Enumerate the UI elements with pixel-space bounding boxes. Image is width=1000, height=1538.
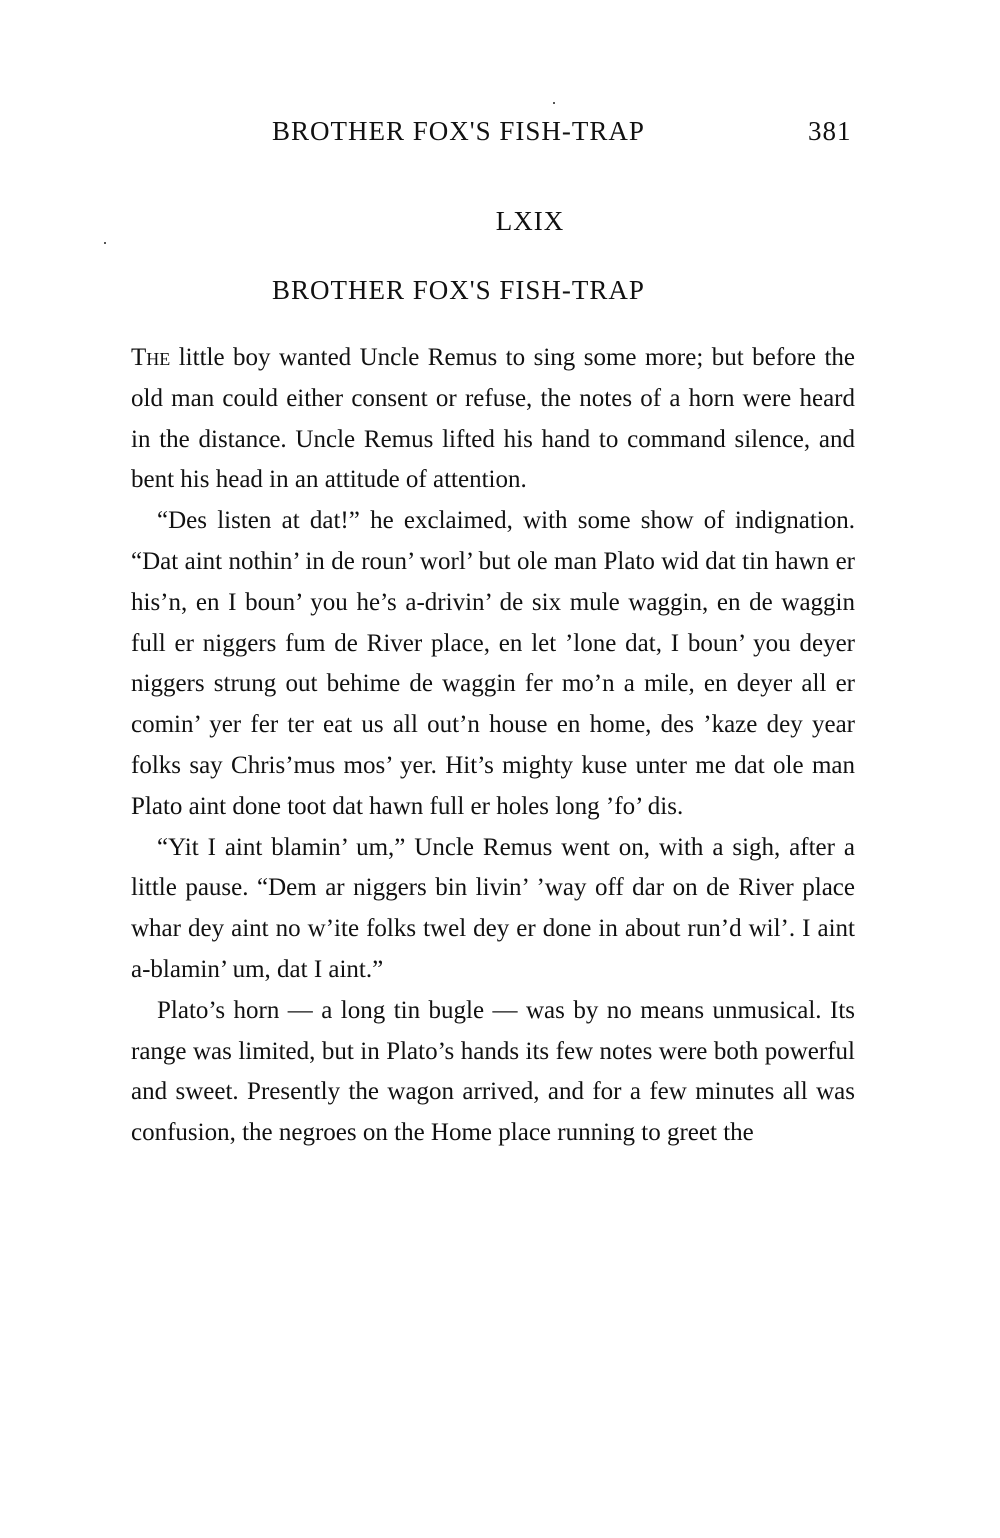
paragraph-lead-word: The [131,344,171,371]
chapter-number [0,206,1000,237]
paragraph: “Des listen at dat!” he exclaimed, with some show of indignation. “Dat aint nothin’ in de roun’ worl’ but ole man Plato wid dat tin hawn er his’n, en I boun’ you he’s a-drivin’ de six mule waggin, en de waggin full er niggers fum de River place, en let ’lone dat, I boun’ you deyer niggers strung out behime de waggin fer mo’n a mile, en deyer all er comin’ yer fer ter eat us all out’n house en home, des ’kaze dey year folks say Chris’mus mos’ yer. Hit’s mighty kuse unter me dat ole man Plato aint done toot dat hawn full er holes long ’fo’ dis. [131,507,855,820]
running-title: BROTHER FOX'S FISH-TRAP [272,116,645,146]
speck-mark [553,102,555,104]
paragraph: “Yit I aint blamin’ um,” Uncle Remus went on, with a sigh, after a little pause. “Dem ar niggers bin livin’ ’way off dar on de River place whar dey aint no w’ite folks twel dey er done in about run’d wil’. I aint a-blamin’ um, dat I aint.” [131,833,855,983]
page-number: 381 [808,116,852,146]
paragraph-text: little boy wanted Uncle Remus to sing some more; but before the old man could either consent or refuse, the notes of a horn were heard in the distance. Uncle Remus lifted his hand to command silence, and bent his head in an attitude of attention. [131,344,855,494]
paragraph: Plato’s horn — a long tin bugle — was by no means unmusical. Its range was limited, but in Plato’s hands its few notes were both powerful and sweet. Presently the wagon arrived, and for a few minutes all was confusion, the negroes on the Home place running to greet the [131,996,855,1147]
speck-mark [104,242,106,244]
paragraph [131,338,855,501]
chapter-title: BROTHER FOX'S FISH-TRAP [272,275,645,305]
running-head [0,116,1000,156]
chapter-body [131,338,855,1154]
chapter-number-text: LXIX [495,206,565,236]
